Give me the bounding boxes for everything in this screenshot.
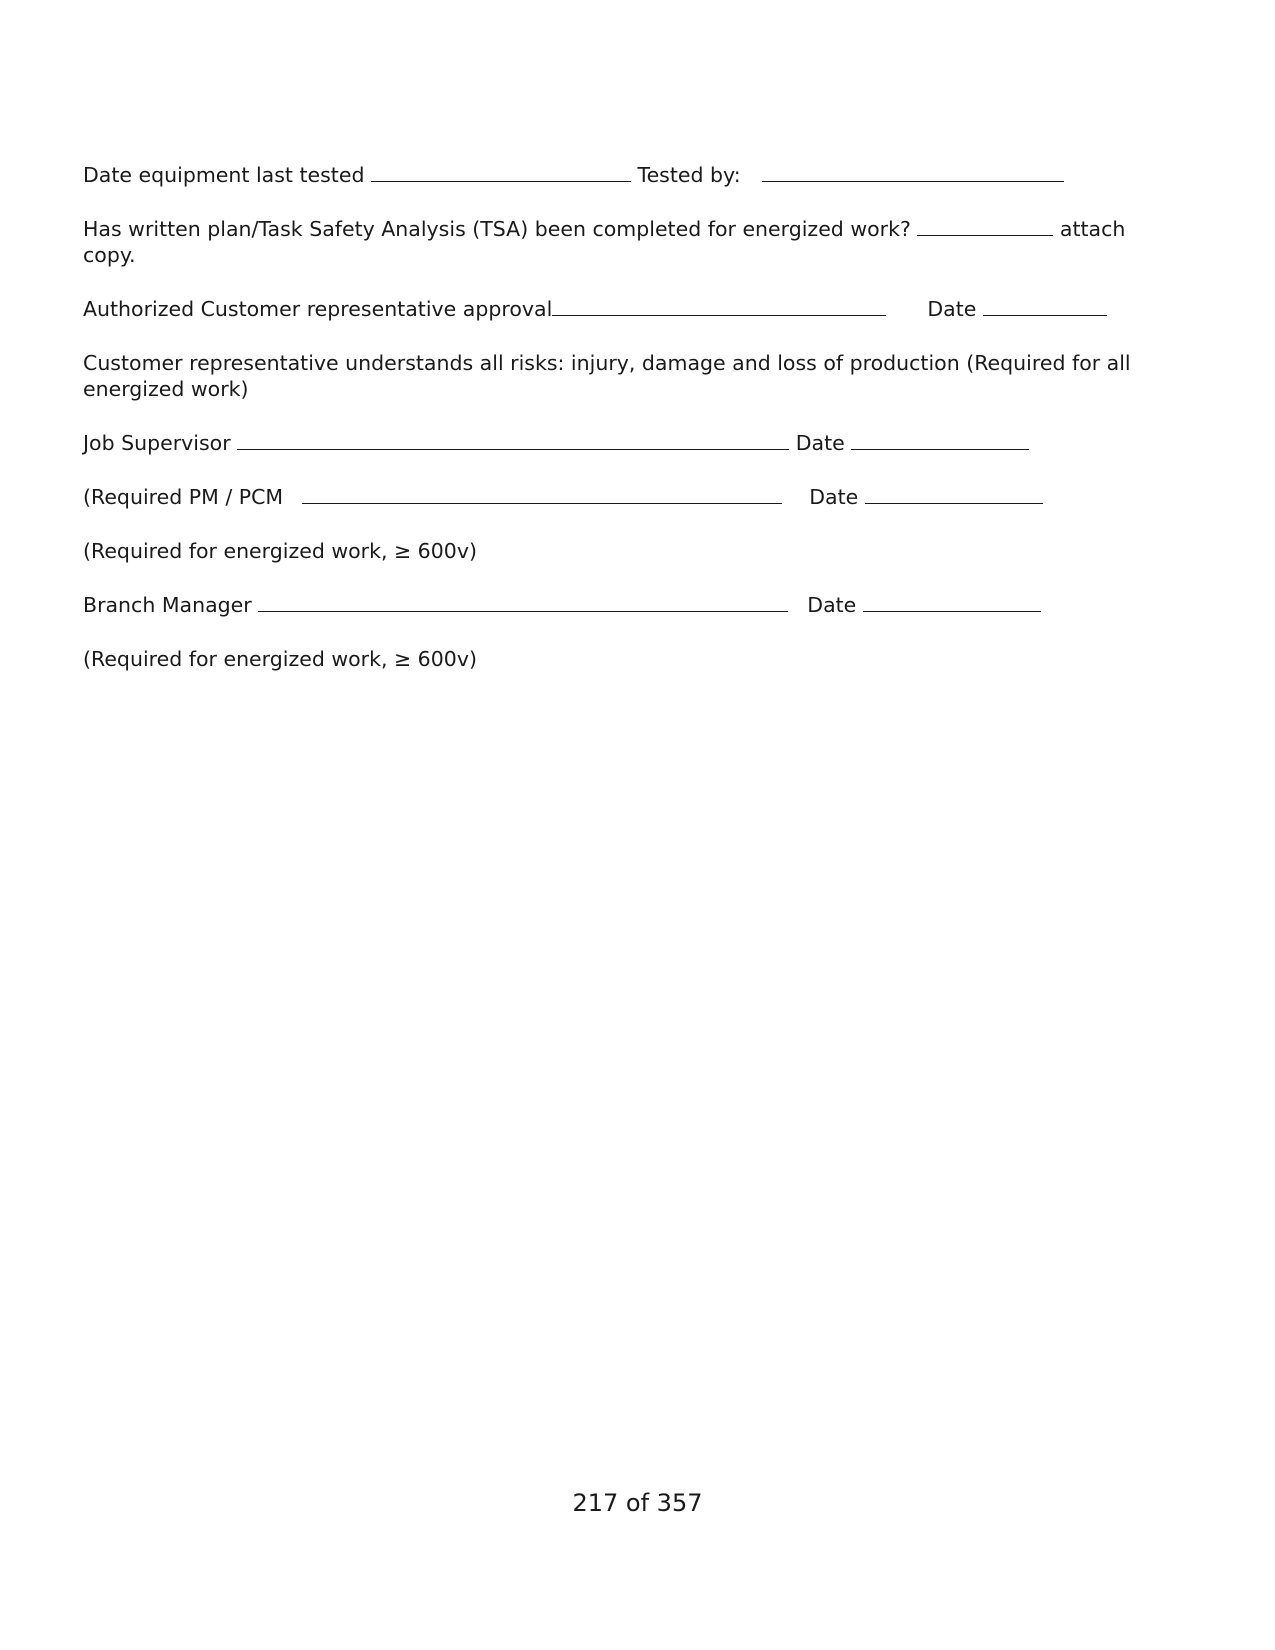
branch-manager-row xyxy=(83,592,1041,618)
branch-manager-requirement-text: (Required for energized work, ≥ 600v) xyxy=(83,647,477,671)
risks-statement-text: Customer representative understands all risks: injury, damage and loss of production (Required for all energized work) xyxy=(83,351,1131,401)
tested-by-blank[interactable] xyxy=(762,163,1064,182)
equipment-test-row xyxy=(83,162,1064,188)
job-supervisor-label: Job Supervisor xyxy=(83,431,231,455)
pm-pcm-blank[interactable] xyxy=(302,485,782,504)
branch-manager-blank[interactable] xyxy=(258,593,788,612)
date-last-tested-label: Date equipment last tested xyxy=(83,163,365,187)
job-supervisor-date-blank[interactable] xyxy=(851,431,1029,450)
risks-statement xyxy=(83,350,1153,402)
customer-approval-date-label: Date xyxy=(927,297,977,321)
pm-pcm-date-blank[interactable] xyxy=(865,485,1043,504)
date-last-tested-blank[interactable] xyxy=(371,163,631,182)
customer-approval-label: Authorized Customer representative approval xyxy=(83,297,553,321)
job-supervisor-row xyxy=(83,430,1029,456)
customer-approval-row xyxy=(83,296,1107,322)
branch-manager-label: Branch Manager xyxy=(83,593,252,617)
page-number: 217 of 357 xyxy=(572,1489,703,1517)
customer-approval-blank[interactable] xyxy=(552,297,886,316)
tested-by-label: Tested by: xyxy=(637,163,741,187)
pm-pcm-date-label: Date xyxy=(809,485,859,509)
pm-pcm-row xyxy=(83,484,1043,510)
customer-approval-date-blank[interactable] xyxy=(983,297,1107,316)
pm-pcm-requirement-note xyxy=(83,538,477,564)
pm-pcm-label: (Required PM / PCM xyxy=(83,485,284,509)
pm-pcm-requirement-text: (Required for energized work, ≥ 600v) xyxy=(83,539,477,563)
tsa-attach-copy: attach copy. xyxy=(83,217,1126,267)
branch-manager-requirement-note xyxy=(83,646,477,672)
branch-manager-date-blank[interactable] xyxy=(863,593,1041,612)
branch-manager-date-label: Date xyxy=(807,593,857,617)
job-supervisor-date-label: Date xyxy=(795,431,845,455)
tsa-question: Has written plan/Task Safety Analysis (TSA) been completed for energized work? xyxy=(83,217,911,241)
job-supervisor-blank[interactable] xyxy=(237,431,789,450)
tsa-answer-blank[interactable] xyxy=(917,217,1053,236)
tsa-row xyxy=(83,216,1153,268)
